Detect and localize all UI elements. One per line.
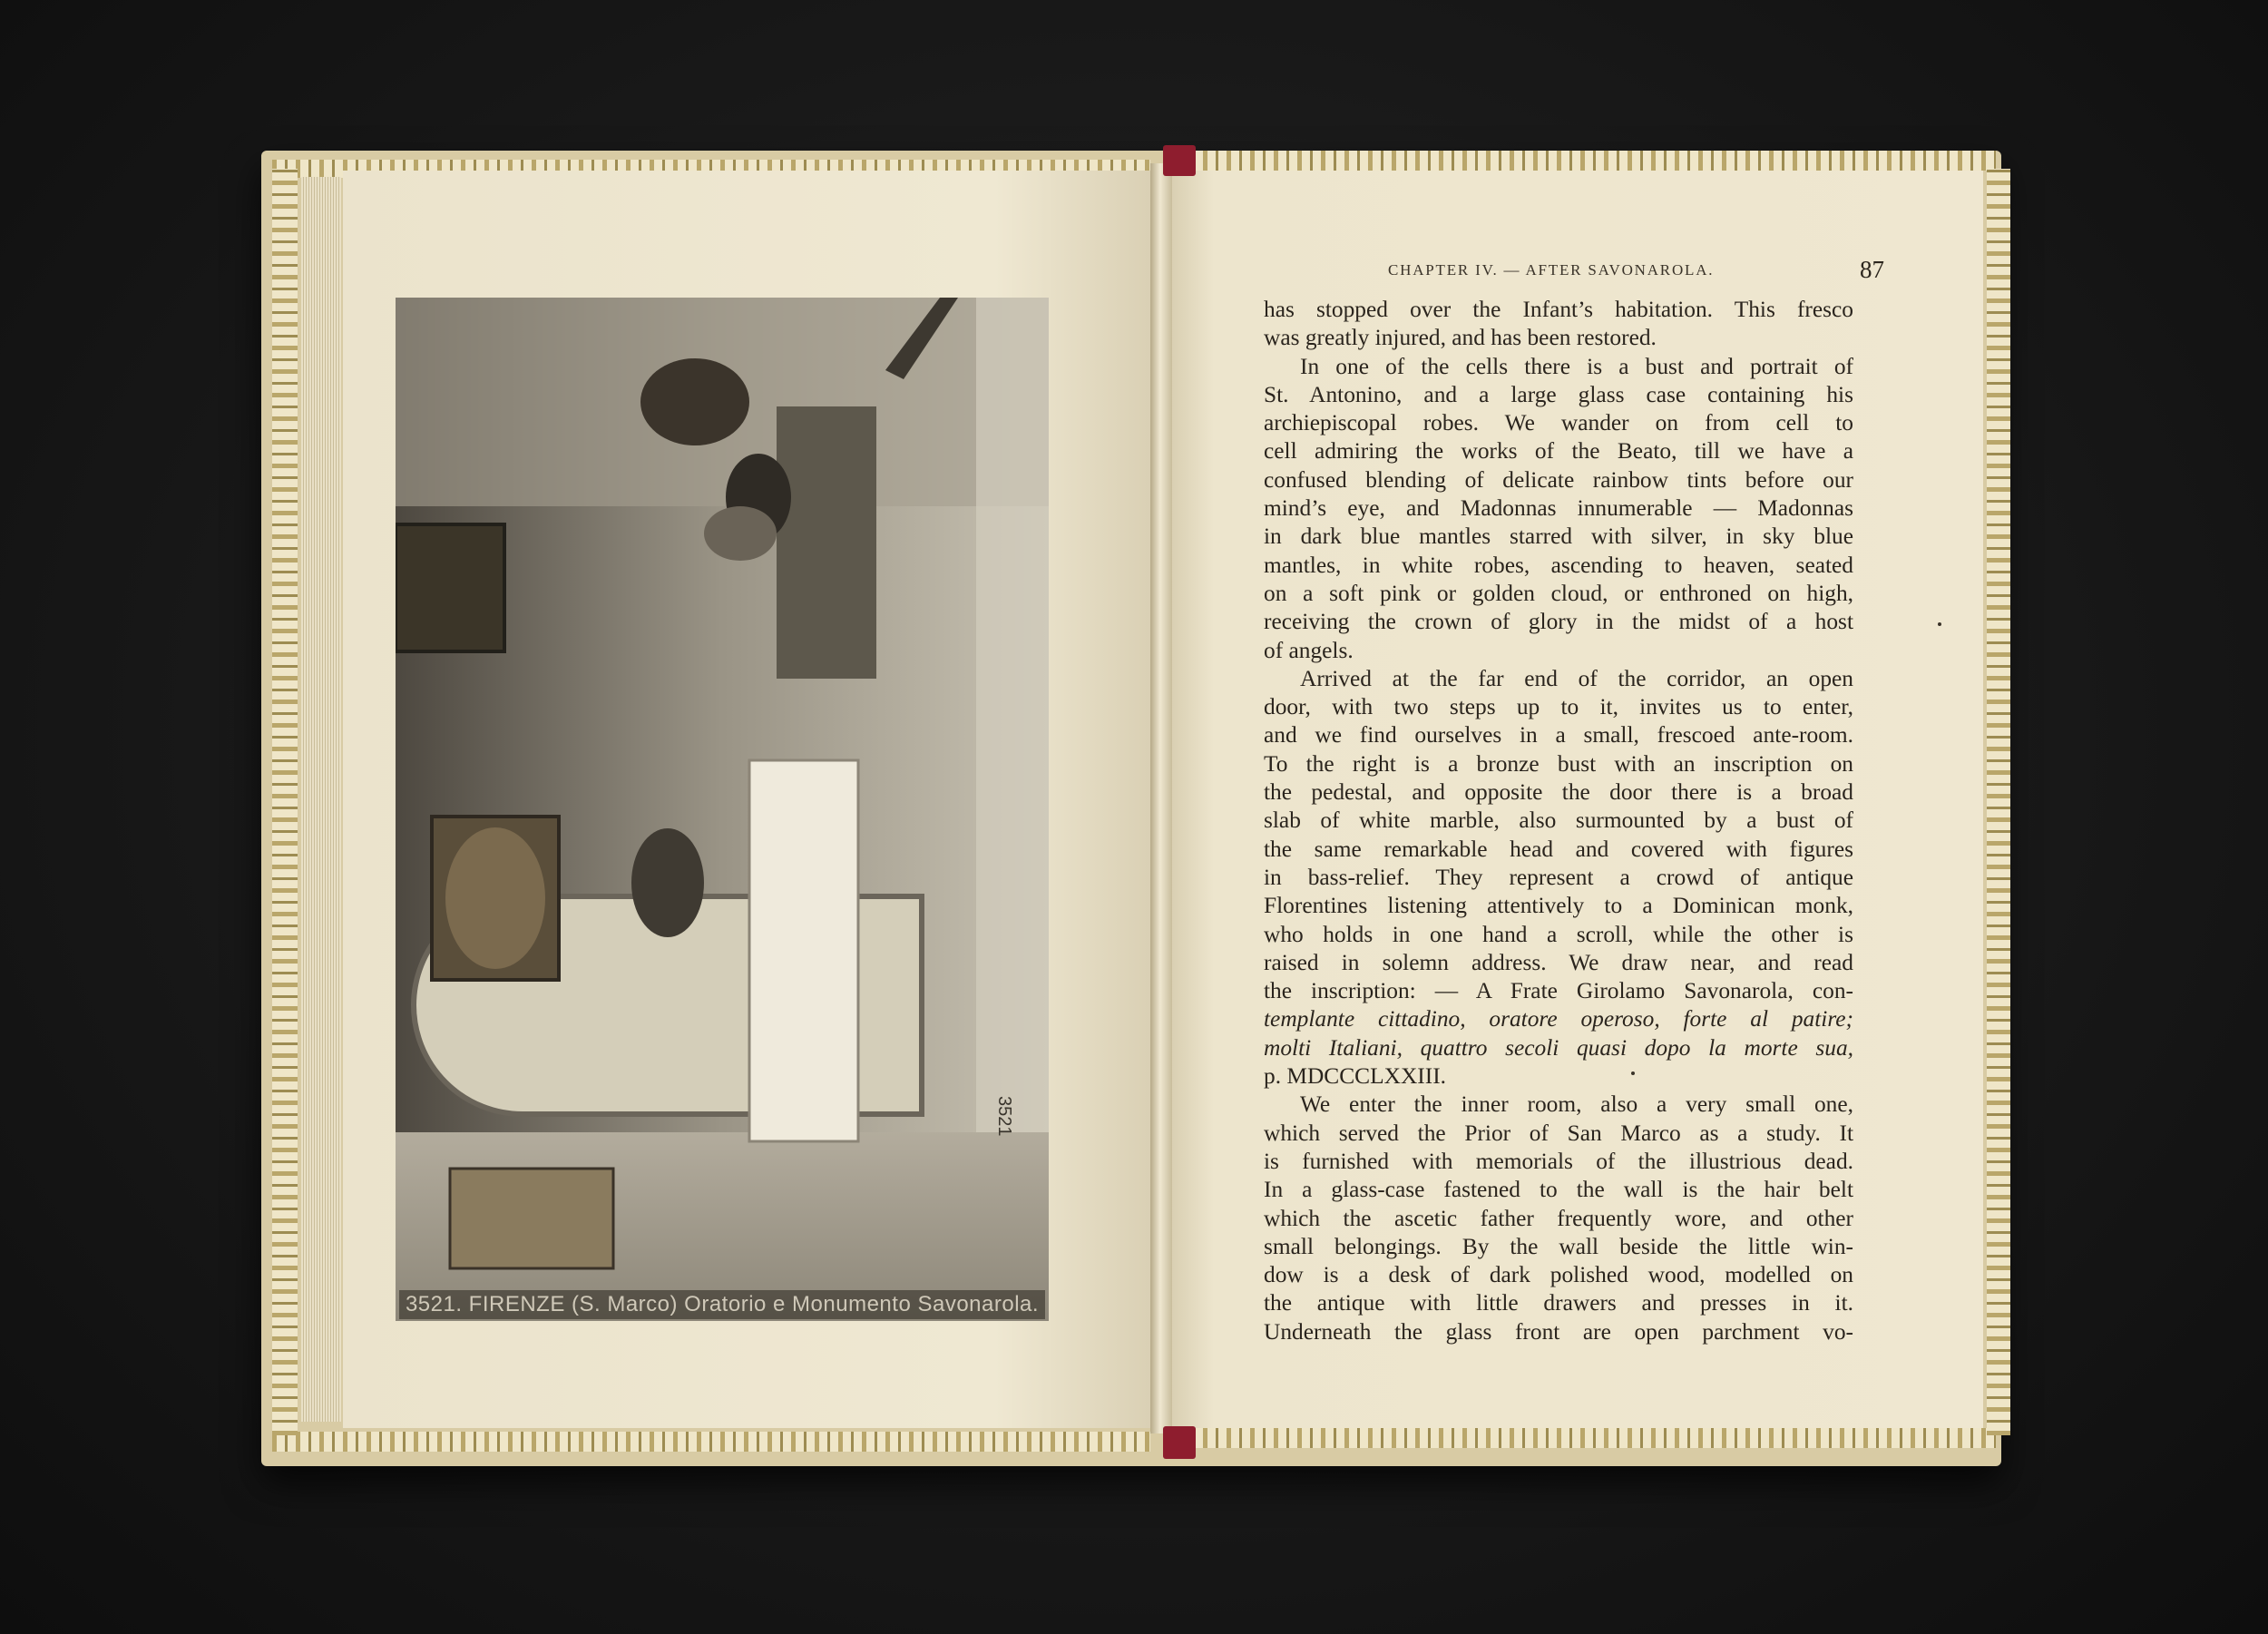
text-line: templante cittadino, oratore operoso, forte al patire;	[1264, 1006, 1853, 1032]
text-line: in bass-relief. They represent a crowd of antique	[1264, 864, 1853, 890]
text-line: small belongings. By the wall beside the little win-	[1264, 1233, 1853, 1259]
text-line: To the right is a bronze bust with an inscription on	[1264, 750, 1853, 777]
text-line: Florentines listening attentively to a Dominican monk,	[1264, 893, 1853, 919]
bottom-border-left	[272, 1432, 1150, 1452]
text-line: archiepiscopal robes. We wander on from cell to	[1264, 410, 1853, 436]
text-line: the inscription: — A Frate Girolamo Savonarola, con-	[1264, 978, 1853, 1004]
text-line: In one of the cells there is a bust and portrait of	[1300, 353, 1853, 379]
text-line: which the ascetic father frequently wore, and other	[1264, 1205, 1853, 1231]
ink-speck	[1631, 1071, 1635, 1075]
text-line: was greatly injured, and has been restored.	[1264, 325, 1657, 351]
text-line: Underneath the glass front are open parchment vo-	[1264, 1318, 1853, 1345]
text-line: which served the Prior of San Marco as a study. It	[1264, 1120, 1853, 1146]
text-line: p. MDCCCLXXIII.	[1264, 1063, 1447, 1090]
page-number: 87	[1860, 256, 1884, 283]
text-line: on a soft pink or golden cloud, or enthroned on high,	[1264, 580, 1853, 606]
bottom-border-right	[1179, 1428, 1996, 1448]
page-edges	[301, 177, 341, 1422]
text-line: We enter the inner room, also a very small one,	[1300, 1091, 1853, 1118]
body-text	[1264, 296, 1853, 1346]
text-line: and we find ourselves in a small, frescoed ante-room.	[1264, 722, 1853, 749]
text-line: mantles, in white robes, ascending to heaven, seated	[1264, 552, 1853, 578]
bookmark-ribbon-bottom	[1163, 1426, 1196, 1459]
text-line: slab of white marble, also surmounted by a bust of	[1264, 807, 1853, 834]
text-line: is furnished with memorials of the illustrious dead.	[1264, 1148, 1853, 1174]
photo-plate-number: 3521	[994, 1096, 1014, 1137]
text-line: raised in solemn address. We draw near, and read	[1264, 949, 1853, 975]
text-line: the antique with little drawers and presses in it.	[1264, 1290, 1853, 1316]
text-line: molti Italiani, quattro secoli quasi dopo la morte sua,	[1264, 1034, 1853, 1061]
text-line: receiving the crown of glory in the midst of a host	[1264, 609, 1853, 635]
mounted-photograph	[396, 298, 1049, 1321]
text-line: in dark blue mantles starred with silver, in sky blue	[1264, 523, 1853, 550]
text-line: the pedestal, and opposite the door there is a broad	[1264, 779, 1853, 806]
text-line: Arrived at the far end of the corridor, an open	[1300, 665, 1853, 691]
text-line: door, with two steps up to it, invites us to enter,	[1264, 694, 1853, 720]
ink-speck	[1938, 622, 1941, 626]
text-line: has stopped over the Infant’s habitation. This fresco	[1264, 297, 1853, 322]
bookmark-ribbon-top	[1163, 145, 1196, 176]
text-line: the same remarkable head and covered with figures	[1264, 836, 1853, 862]
text-line: of angels.	[1264, 637, 1354, 663]
text-line: cell admiring the works of the Beato, till we have a	[1264, 438, 1853, 465]
text-line: In a glass-case fastened to the wall is the hair belt	[1264, 1177, 1853, 1203]
right-border	[1987, 169, 2010, 1435]
text-line: who holds in one hand a scroll, while the other is	[1264, 921, 1853, 947]
photograph-image	[396, 298, 1049, 1321]
top-border-right	[1179, 151, 1996, 171]
text-line: dow is a desk of dark polished wood, modelled on	[1264, 1262, 1853, 1288]
text-line: St. Antonino, and a large glass case containing his	[1264, 381, 1853, 407]
book-gutter	[1150, 163, 1172, 1433]
text-line: mind’s eye, and Madonnas innumerable — Madonnas	[1264, 495, 1853, 522]
photo-caption: 3521. FIRENZE (S. Marco) Oratorio e Monumento Savonarola.	[399, 1290, 1045, 1319]
left-border	[272, 169, 298, 1435]
running-head: CHAPTER IV. — AFTER SAVONAROLA.	[1388, 261, 1715, 279]
text-line: confused blending of delicate rainbow tints before our	[1264, 466, 1853, 493]
